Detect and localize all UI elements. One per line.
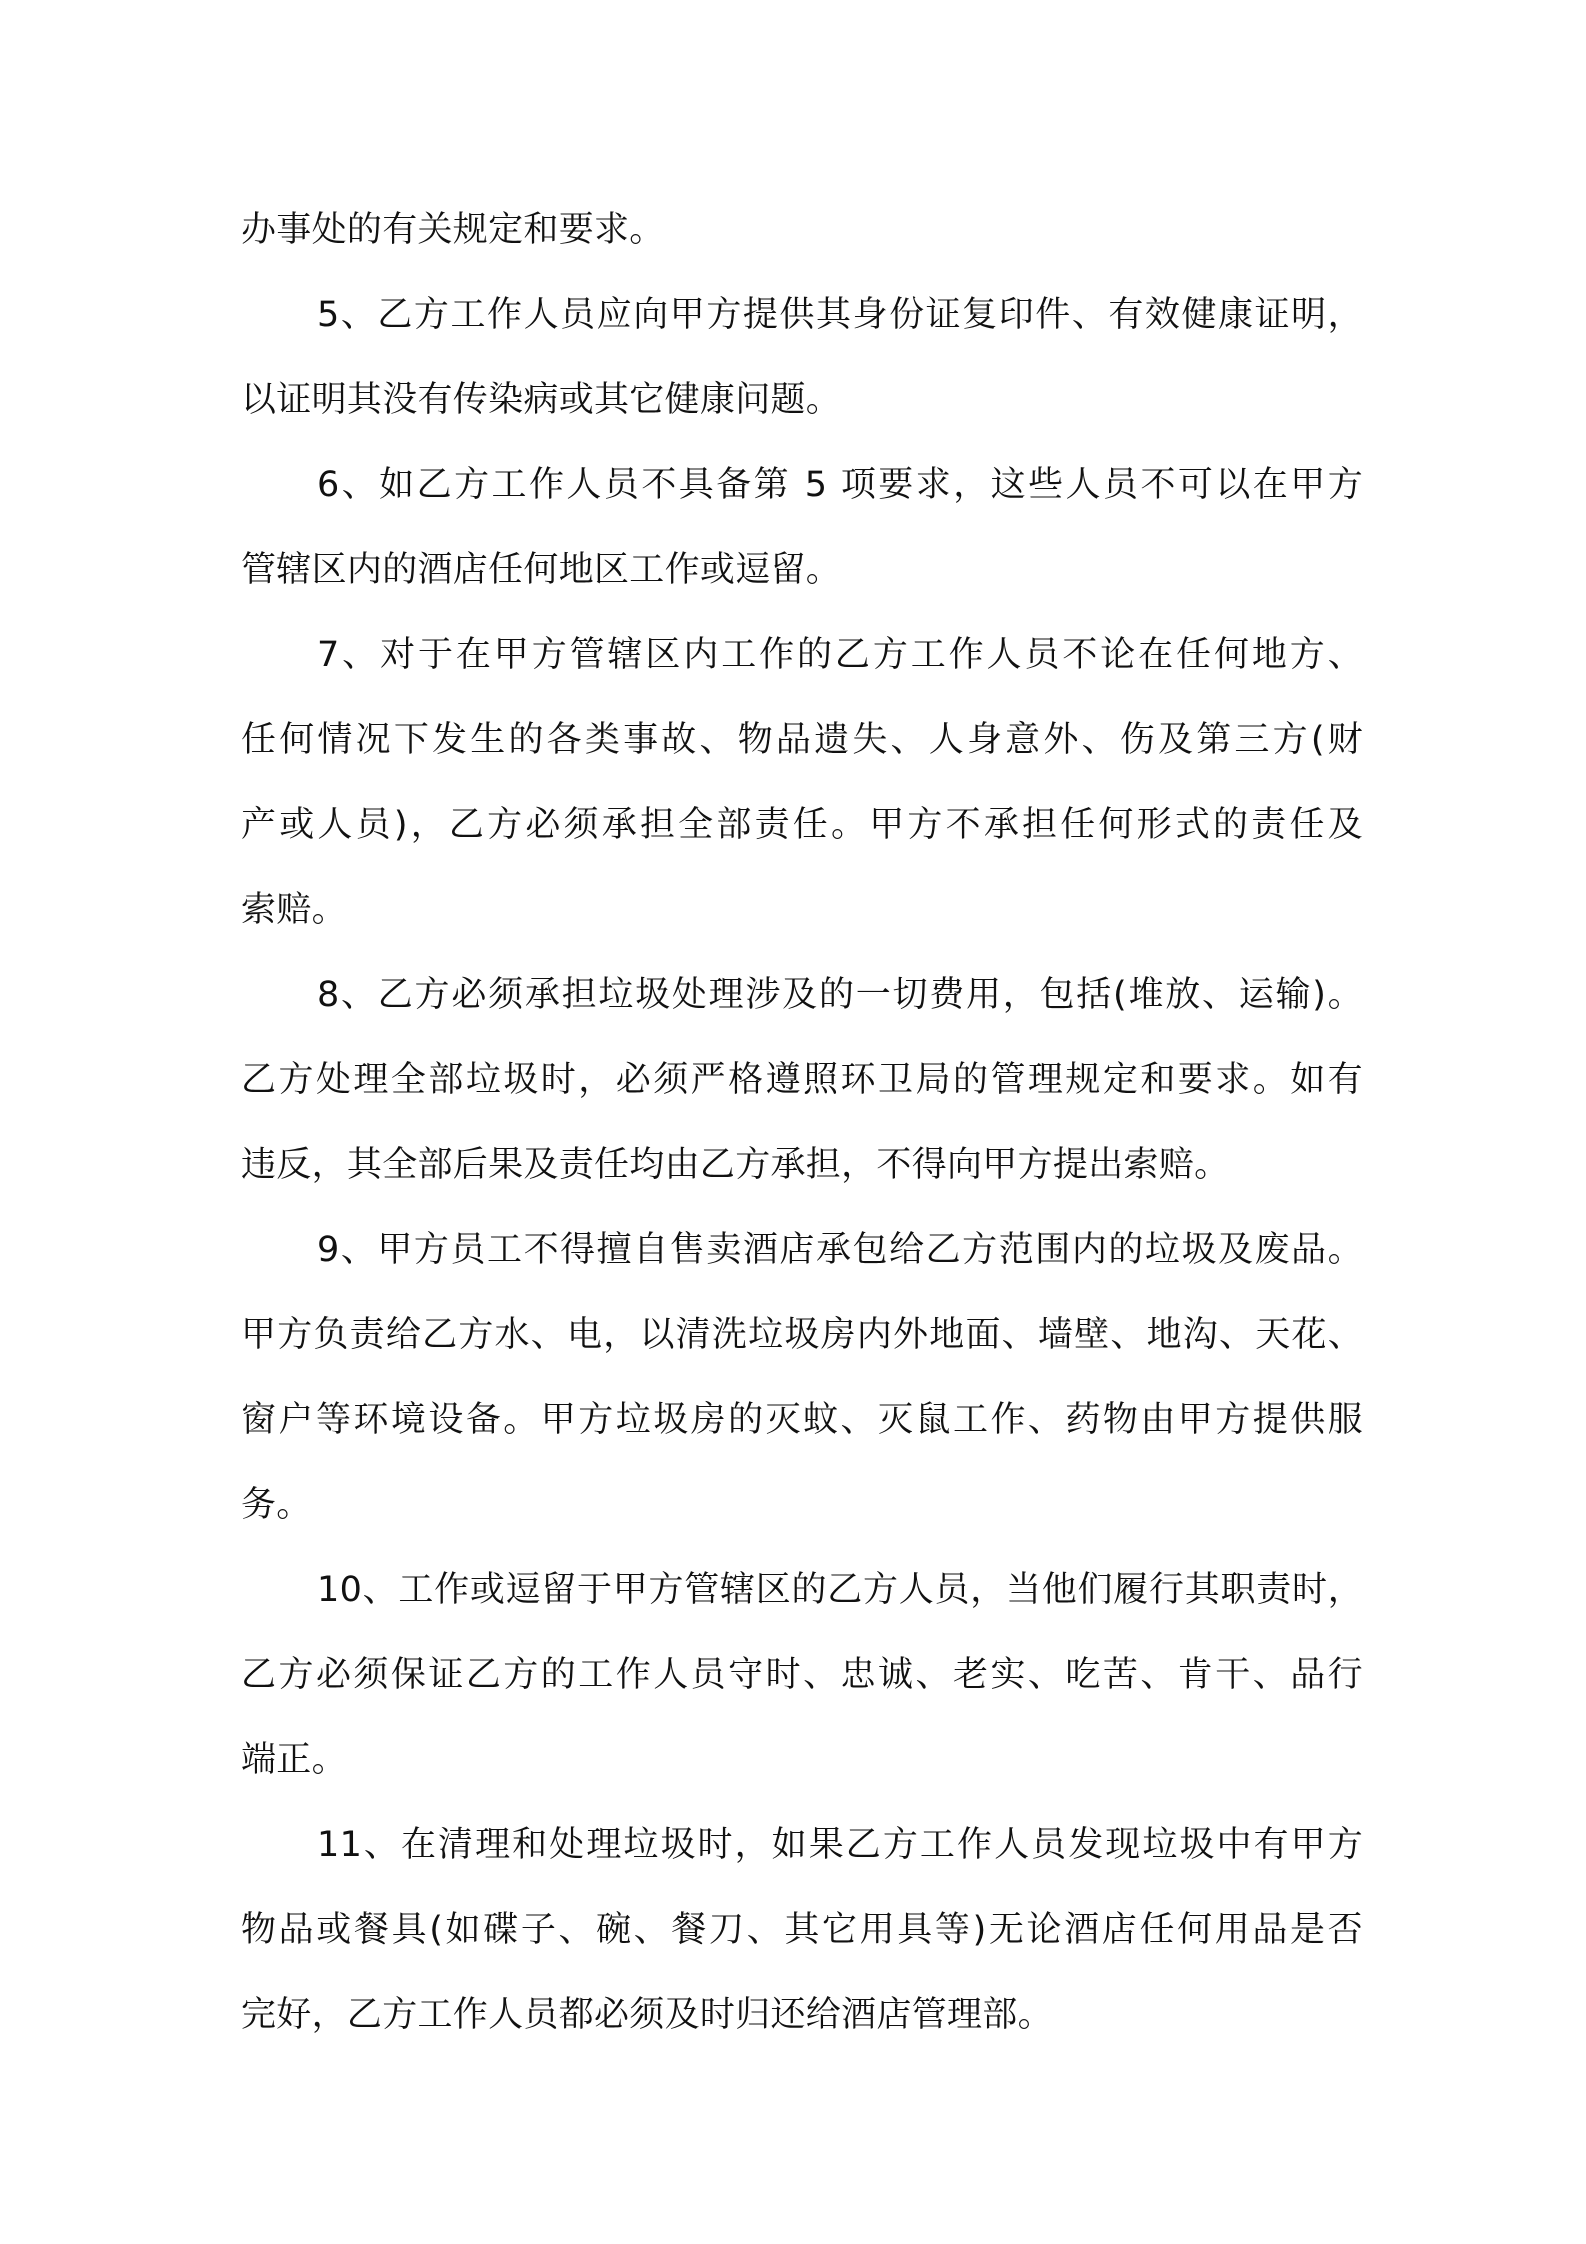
text-line: 6、如乙方工作人员不具备第 5 项要求，这些人员不可以在甲方 (317, 465, 1363, 505)
text-line: 端正。 (241, 1740, 347, 1780)
text-line: 甲方负责给乙方水、电，以清洗垃圾房内外地面、墙壁、地沟、天花、 (241, 1315, 1363, 1355)
text-line: 管辖区内的酒店任何地区工作或逗留。 (241, 550, 842, 590)
text-line: 窗户等环境设备。甲方垃圾房的灭蚊、灭鼠工作、药物由甲方提供服 (241, 1400, 1363, 1440)
text-line: 11、在清理和处理垃圾时，如果乙方工作人员发现垃圾中有甲方 (317, 1825, 1363, 1865)
text-line: 物品或餐具(如碟子、碗、餐刀、其它用具等)无论酒店任何用品是否 (241, 1910, 1363, 1950)
text-line: 完好，乙方工作人员都必须及时归还给酒店管理部。 (241, 1995, 1053, 2035)
text-line: 务。 (241, 1485, 312, 1525)
text-line: 以证明其没有传染病或其它健康问题。 (241, 380, 842, 420)
text-line: 10、工作或逗留于甲方管辖区的乙方人员，当他们履行其职责时， (317, 1570, 1363, 1610)
text-line: 7、对于在甲方管辖区内工作的乙方工作人员不论在任何地方、 (317, 635, 1363, 675)
text-line: 办事处的有关规定和要求。 (241, 210, 665, 250)
text-line: 违反，其全部后果及责任均由乙方承担，不得向甲方提出索赔。 (241, 1145, 1230, 1185)
text-line: 索赔。 (241, 890, 347, 930)
text-line: 8、乙方必须承担垃圾处理涉及的一切费用，包括(堆放、运输)。 (317, 975, 1363, 1015)
text-line: 9、甲方员工不得擅自售卖酒店承包给乙方范围内的垃圾及废品。 (317, 1230, 1363, 1270)
text-line: 乙方处理全部垃圾时，必须严格遵照环卫局的管理规定和要求。如有 (241, 1060, 1363, 1100)
text-line: 乙方必须保证乙方的工作人员守时、忠诚、老实、吃苦、肯干、品行 (241, 1655, 1363, 1695)
text-line: 产或人员)，乙方必须承担全部责任。甲方不承担任何形式的责任及 (241, 805, 1363, 845)
text-line: 任何情况下发生的各类事故、物品遗失、人身意外、伤及第三方(财 (241, 720, 1363, 760)
text-line: 5、乙方工作人员应向甲方提供其身份证复印件、有效健康证明， (317, 295, 1363, 335)
